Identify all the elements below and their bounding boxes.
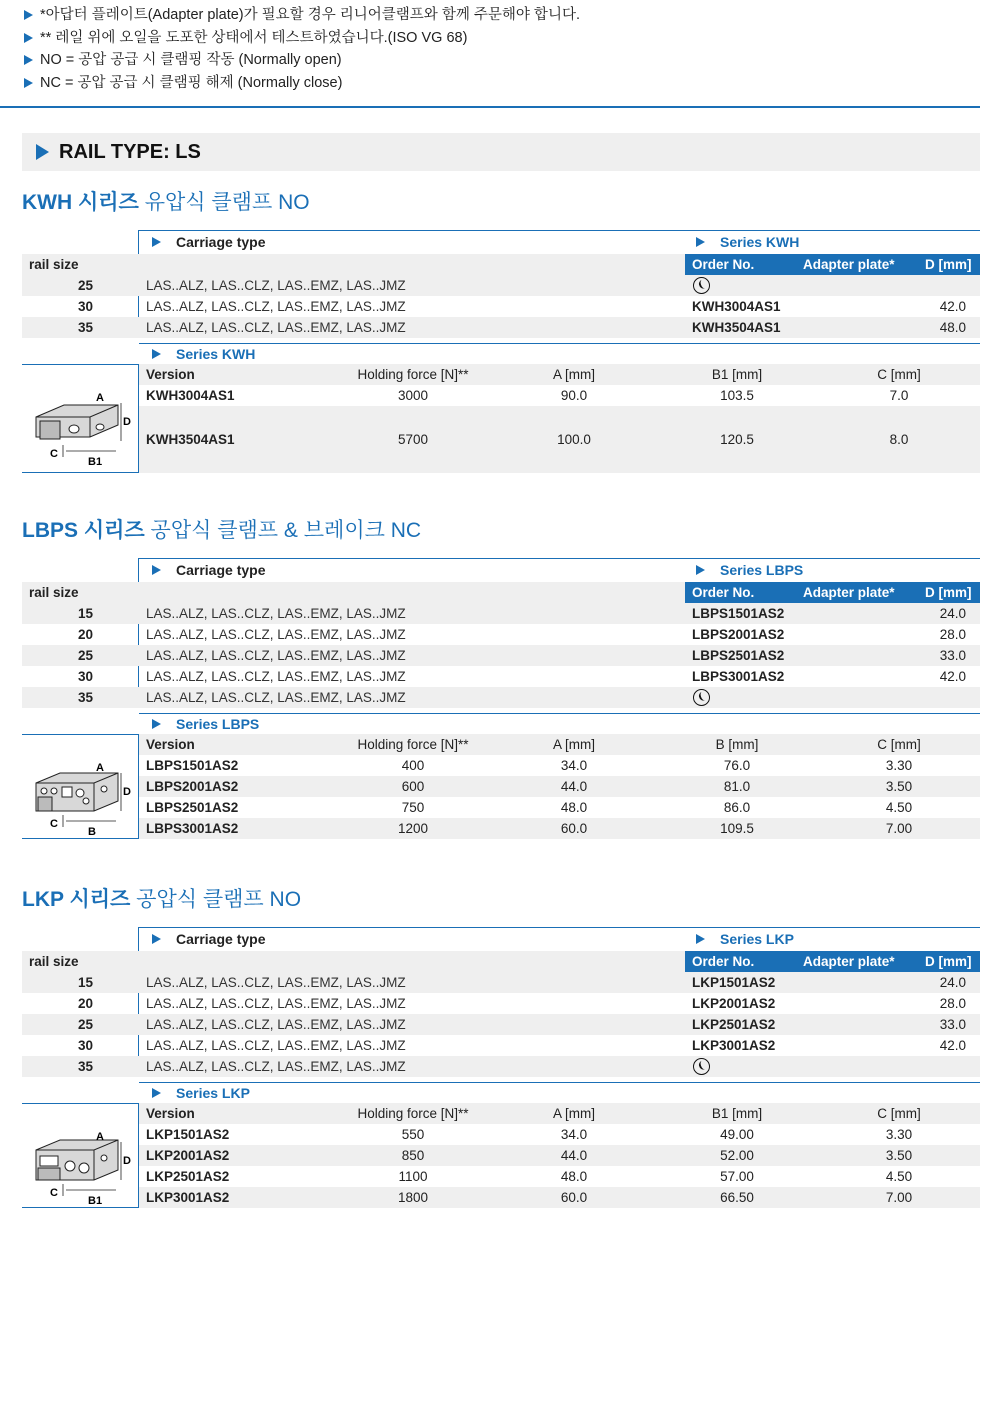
rail-size-cell: 15 [77, 975, 93, 990]
carriage-type-cell: LAS..ALZ, LAS..CLZ, LAS..EMZ, LAS..JMZ [146, 690, 406, 705]
carriage-type-cell: LAS..ALZ, LAS..CLZ, LAS..EMZ, LAS..JMZ [146, 975, 406, 990]
table-row [22, 624, 980, 645]
a-value-cell: 34.0 [560, 758, 588, 773]
table-row [22, 317, 980, 338]
order-no-header: Order No. [692, 585, 755, 600]
b-header: B1 [mm] [711, 367, 763, 382]
order-no-cell: LKP2001AS2 [692, 996, 776, 1011]
clamp-diagram [30, 1126, 134, 1214]
version-cell: KWH3004AS1 [146, 388, 235, 403]
rail-size-cell: 25 [77, 648, 93, 663]
a-value-cell: 48.0 [560, 800, 588, 815]
version-table [22, 343, 980, 473]
b-value-cell: 66.50 [720, 1190, 754, 1205]
triangle-bullet-icon [24, 55, 33, 65]
carriage-type-cell: LAS..ALZ, LAS..CLZ, LAS..EMZ, LAS..JMZ [146, 606, 406, 621]
adapter-plate-header: Adapter plate* [803, 257, 895, 272]
b-value-cell: 109.5 [720, 821, 754, 836]
order-no-cell: LKP2501AS2 [692, 1017, 776, 1032]
triangle-bullet-icon [152, 934, 161, 944]
order-no-cell: LBPS2501AS2 [692, 648, 785, 663]
rail-size-cell: 30 [77, 299, 93, 314]
d-value-cell: 33.0 [939, 1017, 966, 1032]
rail-size-header: rail size [22, 951, 139, 972]
carriage-type-cell: LAS..ALZ, LAS..CLZ, LAS..EMZ, LAS..JMZ [146, 1017, 406, 1032]
table-row [22, 993, 980, 1014]
a-header: A [mm] [552, 1106, 595, 1121]
order-no-cell: LBPS2001AS2 [692, 627, 785, 642]
version-cell: LBPS1501AS2 [146, 758, 239, 773]
table-row [22, 1014, 980, 1035]
holding-force-cell: 1800 [397, 1190, 429, 1205]
c-value-cell: 4.50 [885, 800, 913, 815]
b-value-cell: 57.00 [720, 1169, 754, 1184]
adapter-plate-header: Adapter plate* [803, 585, 895, 600]
rail-size-cell: 20 [77, 996, 93, 1011]
d-header: D [mm] [925, 954, 972, 969]
diagram-label-a: A [96, 392, 104, 404]
a-value-cell: 100.0 [557, 432, 591, 447]
carriage-type-cell: LAS..ALZ, LAS..CLZ, LAS..EMZ, LAS..JMZ [146, 299, 406, 314]
version-series-header: Series LKP [139, 1082, 980, 1103]
c-value-cell: 3.30 [885, 758, 913, 773]
series-section [22, 186, 980, 473]
rail-type-banner: RAIL TYPE: LS [22, 133, 980, 171]
table-row [22, 1035, 980, 1056]
order-no-header: Order No. [692, 954, 755, 969]
a-header: A [mm] [552, 737, 595, 752]
version-row [139, 1124, 980, 1145]
holding-force-header: Holding force [N]** [357, 1106, 469, 1121]
table-row [22, 603, 980, 624]
diagram-box [22, 364, 139, 473]
rail-size-cell: 15 [77, 606, 93, 621]
notes-list [24, 4, 580, 94]
diagram-box [22, 734, 139, 839]
version-row [139, 385, 980, 406]
carriage-type-cell: LAS..ALZ, LAS..CLZ, LAS..EMZ, LAS..JMZ [146, 627, 406, 642]
diagram-label-c: C [50, 448, 58, 460]
d-value-cell: 28.0 [939, 996, 966, 1011]
holding-force-cell: 3000 [397, 388, 429, 403]
table-subheader [139, 951, 980, 972]
rail-size-cell: 30 [77, 669, 93, 684]
a-value-cell: 90.0 [560, 388, 588, 403]
b-value-cell: 103.5 [720, 388, 754, 403]
table-header [139, 558, 980, 582]
d-value-cell: 28.0 [939, 627, 966, 642]
d-value-cell: 33.0 [939, 648, 966, 663]
b-value-cell: 76.0 [723, 758, 751, 773]
table-subheader [139, 254, 980, 275]
order-no-cell: LKP3001AS2 [692, 1038, 776, 1053]
b-header: B [mm] [715, 737, 759, 752]
triangle-bullet-icon [152, 1088, 161, 1098]
version-header: Version [146, 737, 195, 752]
b-value-cell: 81.0 [723, 779, 751, 794]
diagram-label-c: C [50, 1187, 58, 1199]
note-2: ** 레일 위에 오일을 도포한 상태에서 테스트하였습니다.(ISO VG 68) [24, 27, 580, 50]
order-header-bar [685, 254, 980, 275]
diagram-label-d: D [123, 416, 131, 428]
version-header-row [139, 1103, 980, 1124]
triangle-bullet-icon [36, 144, 49, 160]
c-header: C [mm] [877, 737, 921, 752]
triangle-bullet-icon [152, 237, 161, 247]
order-no-cell: LKP1501AS2 [692, 975, 776, 990]
version-cell: LKP1501AS2 [146, 1127, 230, 1142]
holding-force-header: Holding force [N]** [357, 737, 469, 752]
table-header [139, 927, 980, 951]
table-row [22, 972, 980, 993]
a-value-cell: 60.0 [560, 1190, 588, 1205]
a-value-cell: 48.0 [560, 1169, 588, 1184]
c-value-cell: 3.50 [885, 1148, 913, 1163]
triangle-bullet-icon [152, 565, 161, 575]
order-no-cell: KWH3004AS1 [692, 299, 781, 314]
version-series-header: Series LBPS [139, 713, 980, 734]
c-value-cell: 8.0 [889, 432, 909, 447]
b-value-cell: 120.5 [720, 432, 754, 447]
table-row [22, 666, 980, 687]
clamp-diagram [30, 387, 134, 475]
version-cell: LBPS2001AS2 [146, 779, 239, 794]
d-value-cell: 42.0 [939, 299, 966, 314]
version-table [22, 713, 980, 839]
version-series-header: Series KWH [139, 343, 980, 364]
series-header: Series KWH [696, 234, 799, 250]
triangle-bullet-icon [152, 349, 161, 359]
order-table [22, 230, 980, 338]
d-header: D [mm] [925, 585, 972, 600]
version-row [139, 406, 980, 473]
version-cell: LKP3001AS2 [146, 1190, 230, 1205]
holding-force-cell: 5700 [397, 432, 429, 447]
triangle-bullet-icon [696, 934, 705, 944]
holding-force-cell: 850 [401, 1148, 425, 1163]
version-cell: LKP2001AS2 [146, 1148, 230, 1163]
series-header: Series LBPS [696, 562, 803, 578]
carriage-type-cell: LAS..ALZ, LAS..CLZ, LAS..EMZ, LAS..JMZ [146, 669, 406, 684]
note-3: NO = 공압 공급 시 클램핑 작동 (Normally open) [24, 49, 580, 72]
top-divider [0, 106, 980, 108]
order-no-cell: LBPS1501AS2 [692, 606, 785, 621]
diagram-label-b: B1 [88, 456, 103, 468]
diagram-label-b: B1 [88, 1195, 103, 1207]
carriage-type-cell: LAS..ALZ, LAS..CLZ, LAS..EMZ, LAS..JMZ [146, 648, 406, 663]
holding-force-cell: 1200 [397, 821, 429, 836]
table-subheader [139, 582, 980, 603]
rail-size-cell: 25 [77, 278, 93, 293]
table-header [139, 230, 980, 254]
series-title: KWH 시리즈 유압식 클램프 NO [22, 191, 310, 214]
d-value-cell: 48.0 [939, 320, 966, 335]
d-value-cell: 42.0 [939, 1038, 966, 1053]
c-value-cell: 7.0 [889, 388, 909, 403]
carriage-type-header: Carriage type [152, 234, 265, 250]
version-row [139, 776, 980, 797]
a-value-cell: 44.0 [560, 1148, 588, 1163]
version-row [139, 1145, 980, 1166]
rail-size-header: rail size [22, 582, 139, 603]
version-header-row [139, 734, 980, 755]
triangle-bullet-icon [696, 237, 705, 247]
version-row [139, 797, 980, 818]
a-header: A [mm] [552, 367, 595, 382]
rail-size-cell: 25 [77, 1017, 93, 1032]
carriage-type-cell: LAS..ALZ, LAS..CLZ, LAS..EMZ, LAS..JMZ [146, 320, 406, 335]
version-row [139, 755, 980, 776]
b-value-cell: 52.00 [720, 1148, 754, 1163]
d-value-cell: 24.0 [939, 975, 966, 990]
series-title: LBPS 시리즈 공압식 클램프 & 브레이크 NC [22, 519, 422, 542]
version-row [139, 818, 980, 839]
a-value-cell: 60.0 [560, 821, 588, 836]
triangle-bullet-icon [24, 10, 33, 20]
holding-force-cell: 600 [401, 779, 425, 794]
diagram-label-c: C [50, 818, 58, 830]
diagram-label-a: A [96, 1131, 104, 1143]
d-value-cell: 42.0 [939, 669, 966, 684]
table-row [22, 687, 980, 708]
diagram-label-d: D [123, 1155, 131, 1167]
triangle-bullet-icon [696, 565, 705, 575]
carriage-type-cell: LAS..ALZ, LAS..CLZ, LAS..EMZ, LAS..JMZ [146, 278, 406, 293]
diagram-label-b: B [88, 826, 96, 838]
c-value-cell: 3.50 [885, 779, 913, 794]
carriage-type-header: Carriage type [152, 562, 265, 578]
b-header: B1 [mm] [711, 1106, 763, 1121]
table-row [22, 275, 980, 296]
a-value-cell: 44.0 [560, 779, 588, 794]
order-no-cell: KWH3504AS1 [692, 320, 781, 335]
triangle-bullet-icon [24, 78, 33, 88]
version-row [139, 1187, 980, 1208]
holding-force-cell: 400 [401, 758, 425, 773]
diagram-box [22, 1103, 139, 1208]
c-value-cell: 3.30 [885, 1127, 913, 1142]
c-value-cell: 7.00 [885, 1190, 913, 1205]
diagram-label-a: A [96, 762, 104, 774]
series-section [22, 514, 980, 839]
version-table [22, 1082, 980, 1208]
version-header: Version [146, 367, 195, 382]
version-cell: KWH3504AS1 [146, 432, 235, 447]
note-1: *아답터 플레이트(Adapter plate)가 필요할 경우 리니어클램프와 함께 주문해야 합니다. [24, 4, 580, 27]
series-header: Series LKP [696, 931, 794, 947]
carriage-type-cell: LAS..ALZ, LAS..CLZ, LAS..EMZ, LAS..JMZ [146, 1059, 406, 1074]
version-header-row [139, 364, 980, 385]
c-value-cell: 4.50 [885, 1169, 913, 1184]
b-value-cell: 86.0 [723, 800, 751, 815]
rail-size-cell: 30 [77, 1038, 93, 1053]
table-row [22, 296, 980, 317]
order-table [22, 558, 980, 708]
table-row [22, 645, 980, 666]
order-header-bar [685, 951, 980, 972]
adapter-plate-header: Adapter plate* [803, 954, 895, 969]
phone-icon [693, 689, 710, 706]
order-table [22, 927, 980, 1077]
carriage-type-cell: LAS..ALZ, LAS..CLZ, LAS..EMZ, LAS..JMZ [146, 1038, 406, 1053]
a-value-cell: 34.0 [560, 1127, 588, 1142]
table-row [22, 1056, 980, 1077]
rail-size-header: rail size [22, 254, 139, 275]
order-no-cell: LBPS3001AS2 [692, 669, 785, 684]
version-row [139, 1166, 980, 1187]
rail-size-cell: 20 [77, 627, 93, 642]
phone-icon [693, 1058, 710, 1075]
order-no-header: Order No. [692, 257, 755, 272]
diagram-label-d: D [123, 786, 131, 798]
rail-size-cell: 35 [77, 1059, 93, 1074]
clamp-diagram [30, 757, 134, 845]
d-value-cell: 24.0 [939, 606, 966, 621]
d-header: D [mm] [925, 257, 972, 272]
carriage-type-header: Carriage type [152, 931, 265, 947]
order-header-bar [685, 582, 980, 603]
rail-size-cell: 35 [77, 690, 93, 705]
series-title: LKP 시리즈 공압식 클램프 NO [22, 888, 302, 911]
c-header: C [mm] [877, 367, 921, 382]
version-cell: LKP2501AS2 [146, 1169, 230, 1184]
b-value-cell: 49.00 [720, 1127, 754, 1142]
version-header: Version [146, 1106, 195, 1121]
holding-force-header: Holding force [N]** [357, 367, 469, 382]
version-cell: LBPS3001AS2 [146, 821, 239, 836]
holding-force-cell: 550 [401, 1127, 425, 1142]
phone-icon [693, 277, 710, 294]
c-header: C [mm] [877, 1106, 921, 1121]
note-4: NC = 공압 공급 시 클램핑 해제 (Normally close) [24, 72, 580, 95]
triangle-bullet-icon [152, 719, 161, 729]
rail-size-cell: 35 [77, 320, 93, 335]
carriage-type-cell: LAS..ALZ, LAS..CLZ, LAS..EMZ, LAS..JMZ [146, 996, 406, 1011]
holding-force-cell: 750 [401, 800, 425, 815]
series-section [22, 883, 980, 1208]
version-cell: LBPS2501AS2 [146, 800, 239, 815]
triangle-bullet-icon [24, 33, 33, 43]
holding-force-cell: 1100 [398, 1169, 428, 1184]
c-value-cell: 7.00 [885, 821, 913, 836]
